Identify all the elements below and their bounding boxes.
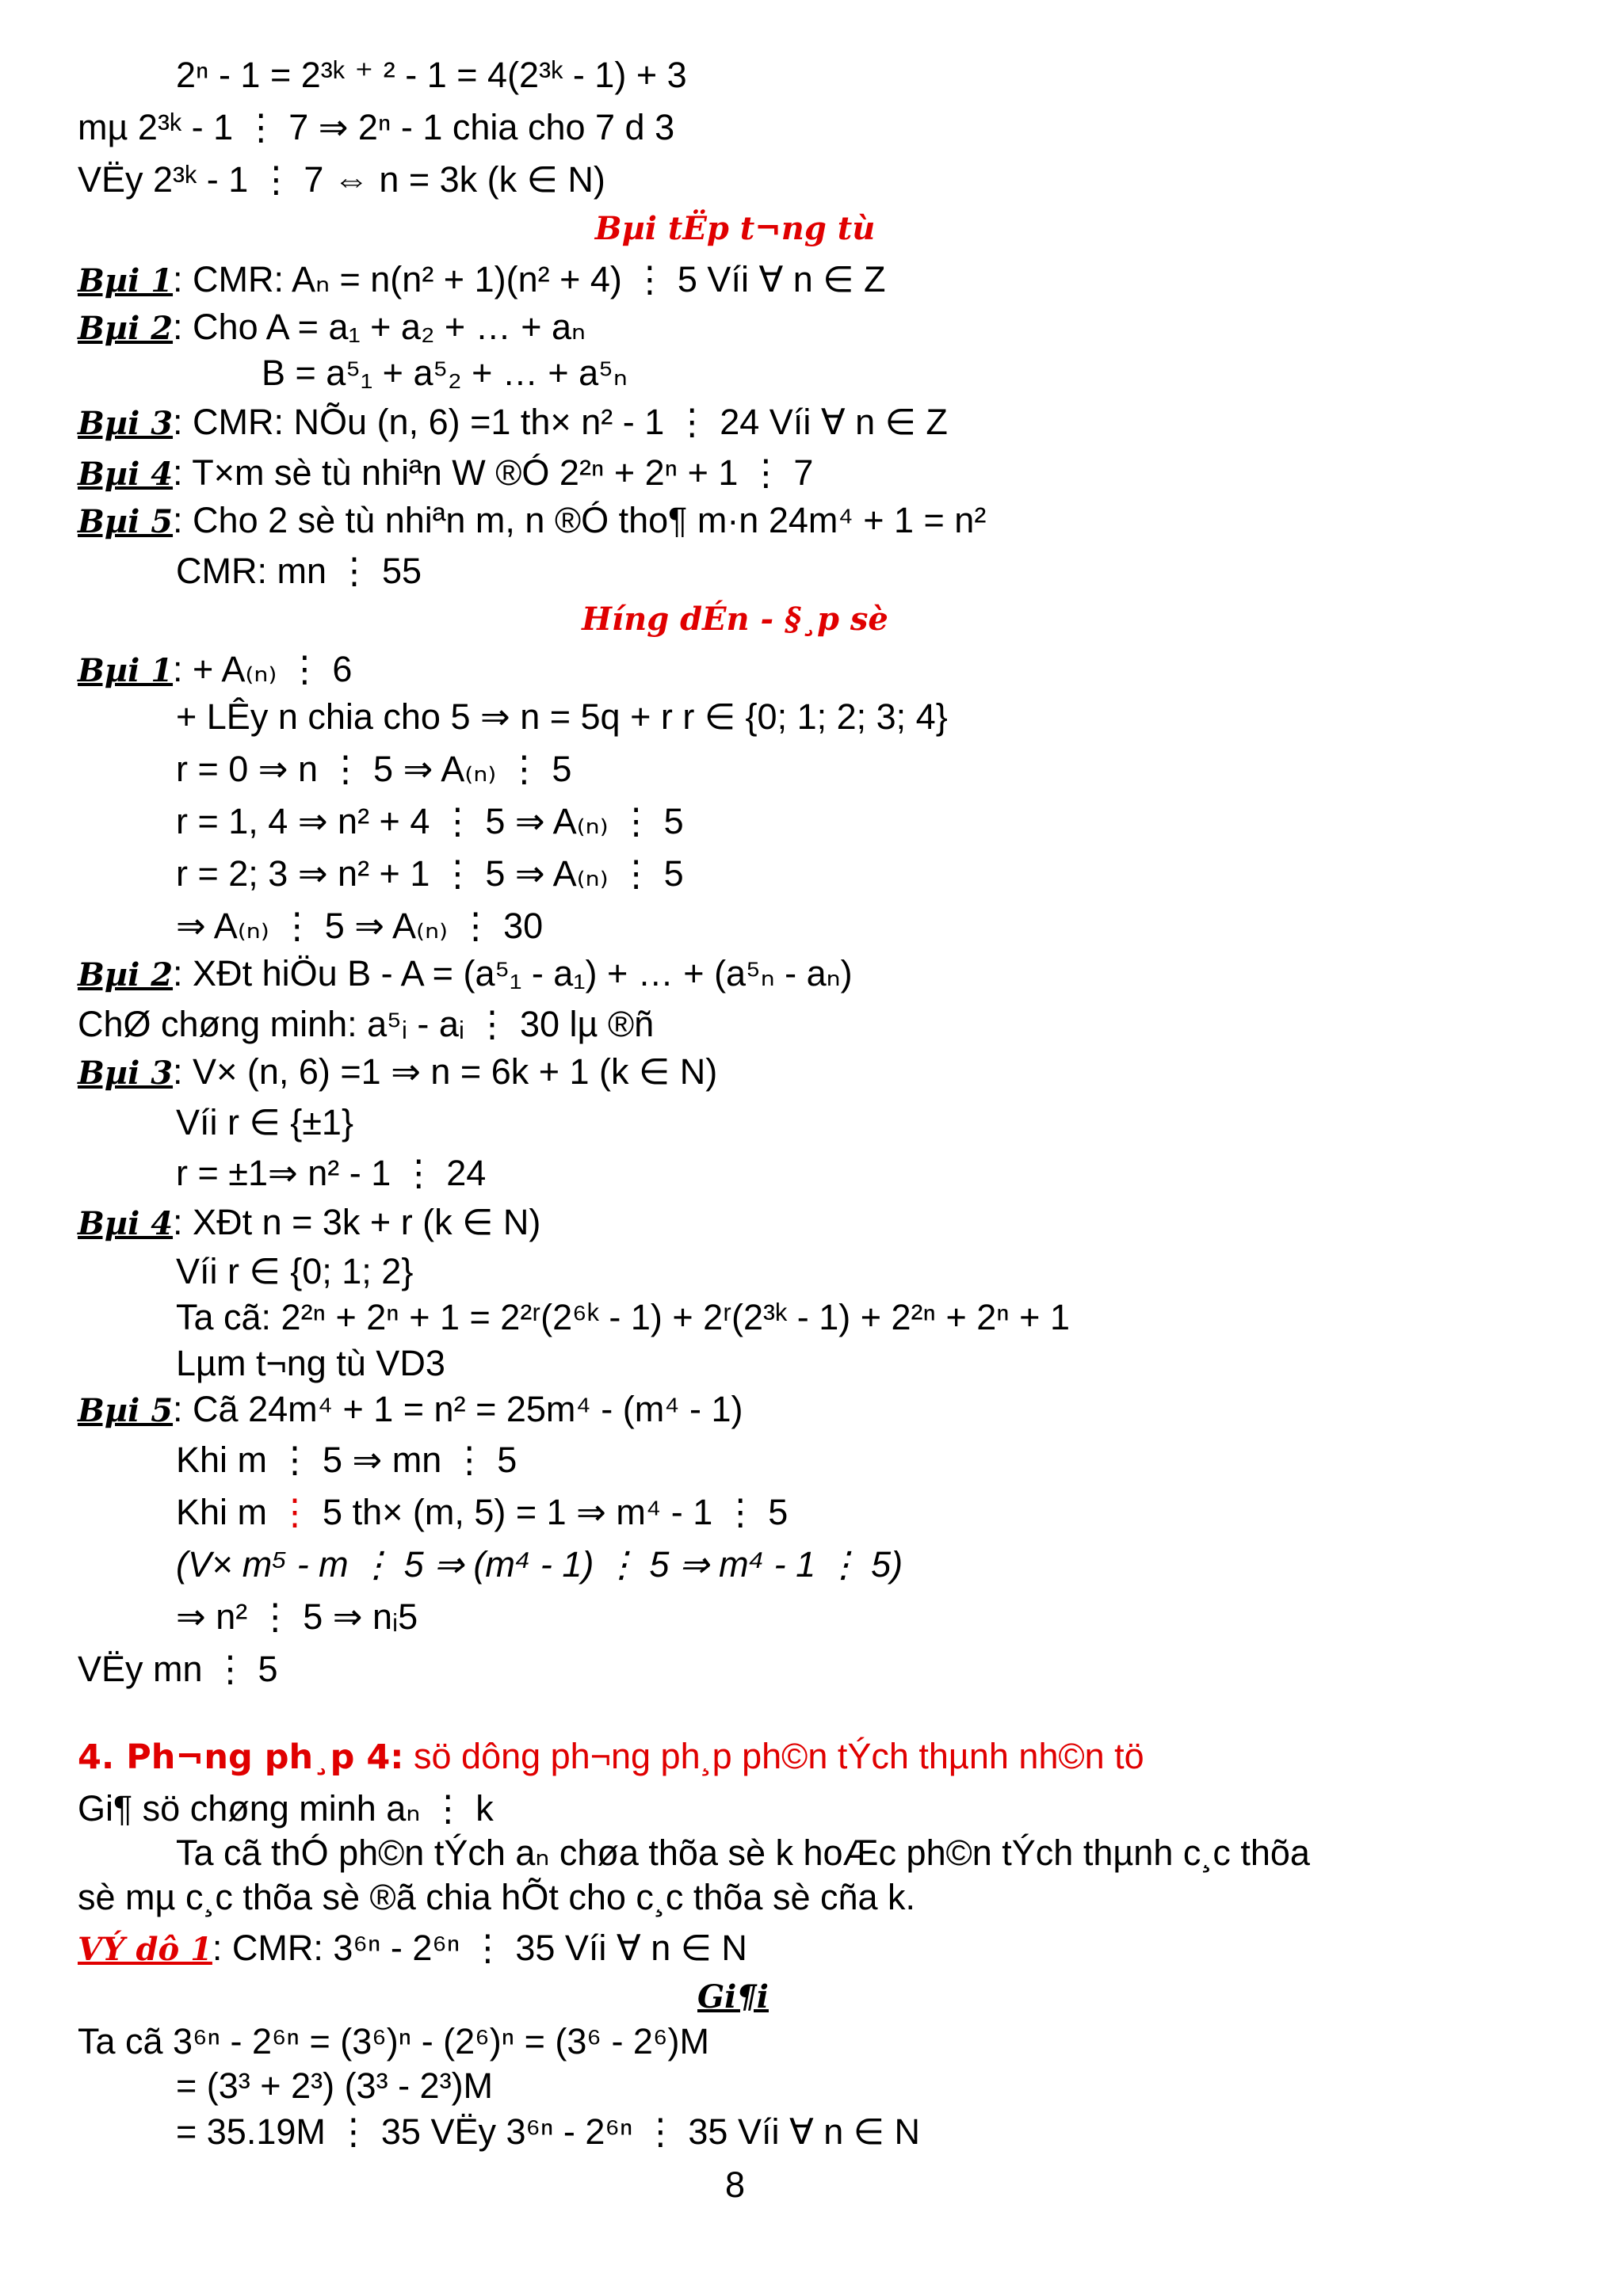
exercise-3 xyxy=(78,404,948,440)
text-line: : XÐt n = 3k + r (k ∈ N) xyxy=(173,1202,541,1242)
text-line: : Cã 24m⁴ + 1 = n² = 25m⁴ - (m⁴ - 1) xyxy=(173,1389,743,1429)
text-line: 2ⁿ - 1 = 2³ᵏ ⁺ ² - 1 = 4(2³ᵏ - 1) + 3 xyxy=(176,55,687,95)
highlighted-symbol: ⋮ xyxy=(277,1492,313,1532)
exercise-label: Bµi 4 xyxy=(78,456,174,493)
exercise-label: Bµi 2 xyxy=(78,956,174,994)
solution-heading xyxy=(697,1978,769,2016)
text-line: r = 0 ⇒ n ⋮ 5 ⇒ A₍ₙ₎ ⋮ 5 xyxy=(176,749,572,789)
text-line: : V× (n, 6) =1 ⇒ n = 6k + 1 (k ∈ N) xyxy=(173,1051,718,1092)
text-line: : Cho A = a₁ + a₂ + … + aₙ xyxy=(173,307,586,347)
text-line: VËy 2³ᵏ - 1 ⋮ 7 ⇔ n = 3k (k ∈ N) xyxy=(78,159,605,200)
text-line: : CMR: 3⁶ⁿ - 2⁶ⁿ ⋮ 35 Víi ∀ n ∈ N xyxy=(212,1928,747,1968)
text-line: + LÊy n chia cho 5 ⇒ n = 5q + r r ∈ {0; 1; 2; 3; 4} xyxy=(176,696,948,737)
exercise-label: Bµi 5 xyxy=(78,1392,174,1429)
text-line: CMR: mn ⋮ 55 xyxy=(176,551,422,591)
method-description: sö dông ph¬ng ph¸p ph©n tÝch thµnh nh©n tö xyxy=(403,1736,1144,1776)
text-line: Ta cã 3⁶ⁿ - 2⁶ⁿ = (3⁶)ⁿ - (2⁶)ⁿ = (3⁶ - 2⁶)M xyxy=(78,2021,709,2061)
method-heading xyxy=(78,1738,1144,1775)
text-line: r = 1, 4 ⇒ n² + 4 ⋮ 5 ⇒ A₍ₙ₎ ⋮ 5 xyxy=(176,801,684,841)
exercise-label: Bµi 5 xyxy=(78,503,174,540)
text-line: : + A₍ₙ₎ ⋮ 6 xyxy=(173,649,353,689)
exercise-label: Bµi 3 xyxy=(78,405,174,442)
text-fragment: 5 th× (m, 5) = 1 ⇒ m⁴ - 1 ⋮ 5 xyxy=(312,1492,789,1532)
text-line: : XÐt hiÖu B - A = (a⁵₁ - a₁) + … + (a⁵ₙ - aₙ) xyxy=(173,953,853,994)
text-line: Víi r ∈ {±1} xyxy=(176,1102,353,1142)
answer-3 xyxy=(78,1051,718,1092)
text-fragment: Khi m xyxy=(176,1492,277,1532)
answer-2 xyxy=(78,953,853,994)
exercise-4 xyxy=(78,452,814,493)
answer-5 xyxy=(78,1391,743,1427)
text-line: Ta cã: 2²ⁿ + 2ⁿ + 1 = 2²ʳ(2⁶ᵏ - 1) + 2ʳ(2³ᵏ - 1) + 2²ⁿ + 2ⁿ + 1 xyxy=(176,1297,1070,1337)
text-line: mµ 2³ᵏ - 1 ⋮ 7 ⇒ 2ⁿ - 1 chia cho 7 d 3 xyxy=(78,107,675,147)
answer-4 xyxy=(78,1204,540,1240)
text-line: Ta cã thÓ ph©n tÝch aₙ chøa thõa sè k hoÆc ph©n tÝch thµnh c¸c thõa xyxy=(176,1833,1310,1873)
text-line: : Cho 2 sè tù nhiªn m, n ®Ó tho¶ m·n 24m⁴ + 1 = n² xyxy=(173,500,987,540)
exercise-2 xyxy=(78,309,586,345)
example-1 xyxy=(78,1930,747,1966)
text-line: Lµm t¬ng tù VD3 xyxy=(176,1343,445,1383)
text-line: r = 2; 3 ⇒ n² + 1 ⋮ 5 ⇒ A₍ₙ₎ ⋮ 5 xyxy=(176,853,684,894)
text-line: = 35.19M ⋮ 35 VËy 3⁶ⁿ - 2⁶ⁿ ⋮ 35 Víi ∀ n ∈ N xyxy=(176,2111,920,2152)
text-line: Gi¶ sö chøng minh aₙ ⋮ k xyxy=(78,1788,494,1829)
text-line: B = a⁵₁ + a⁵₂ + … + a⁵ₙ xyxy=(262,353,628,393)
exercise-1 xyxy=(78,261,885,297)
exercise-label: Bµi 2 xyxy=(78,310,174,347)
example-label: VÝ dô 1 xyxy=(78,1931,212,1968)
answer-1 xyxy=(78,651,352,687)
text-line: ⇒ A₍ₙ₎ ⋮ 5 ⇒ A₍ₙ₎ ⋮ 30 xyxy=(176,906,544,946)
text-line: : T×m sè tù nhiªn W ®Ó 2²ⁿ + 2ⁿ + 1 ⋮ 7 xyxy=(173,452,814,493)
page-number: 8 xyxy=(724,2164,746,2205)
text-line: ChØ chøng minh: a⁵ᵢ - aᵢ ⋮ 30 lµ ®ñ xyxy=(78,1004,655,1044)
text-line: VËy mn ⋮ 5 xyxy=(78,1649,278,1689)
text-line: sè mµ c¸c thõa sè ®ã chia hÕt cho c¸c thõa sè cña k. xyxy=(78,1877,916,1917)
section-heading-practice: Bµi tËp t¬ng tù xyxy=(594,210,876,247)
text-line: = (3³ + 2³) (3³ - 2³)M xyxy=(176,2065,494,2106)
text-line: r = ±1⇒ n² - 1 ⋮ 24 xyxy=(176,1153,487,1193)
text-line: Khi m ⋮ 5 ⇒ mn ⋮ 5 xyxy=(176,1440,517,1480)
text-line xyxy=(176,1494,788,1530)
exercise-label: Bµi 3 xyxy=(78,1055,174,1092)
section-heading-answers: Híng dÉn - §¸p sè xyxy=(582,601,888,638)
exercise-label: Bµi 1 xyxy=(78,262,174,299)
text-line: ⇒ n² ⋮ 5 ⇒ nᵢ5 xyxy=(176,1596,418,1637)
text-line: : CMR: NÕu (n, 6) =1 th× n² - 1 ⋮ 24 Víi ∀ n ∈ Z xyxy=(173,402,948,442)
text-line: Víi r ∈ {0; 1; 2} xyxy=(176,1251,414,1291)
exercise-5 xyxy=(78,502,986,538)
text-line: (V× m⁵ - m ⋮ 5 ⇒ (m⁴ - 1) ⋮ 5 ⇒ m⁴ - 1 ⋮ 5) xyxy=(176,1544,903,1585)
text-line: : CMR: Aₙ = n(n² + 1)(n² + 4) ⋮ 5 Víi ∀ n ∈ Z xyxy=(173,259,886,299)
solution-label: Gi¶i xyxy=(697,1978,769,2016)
method-title: 4. Ph¬ng ph¸p 4: xyxy=(78,1737,404,1777)
exercise-label: Bµi 4 xyxy=(78,1205,174,1242)
exercise-label: Bµi 1 xyxy=(78,652,174,689)
